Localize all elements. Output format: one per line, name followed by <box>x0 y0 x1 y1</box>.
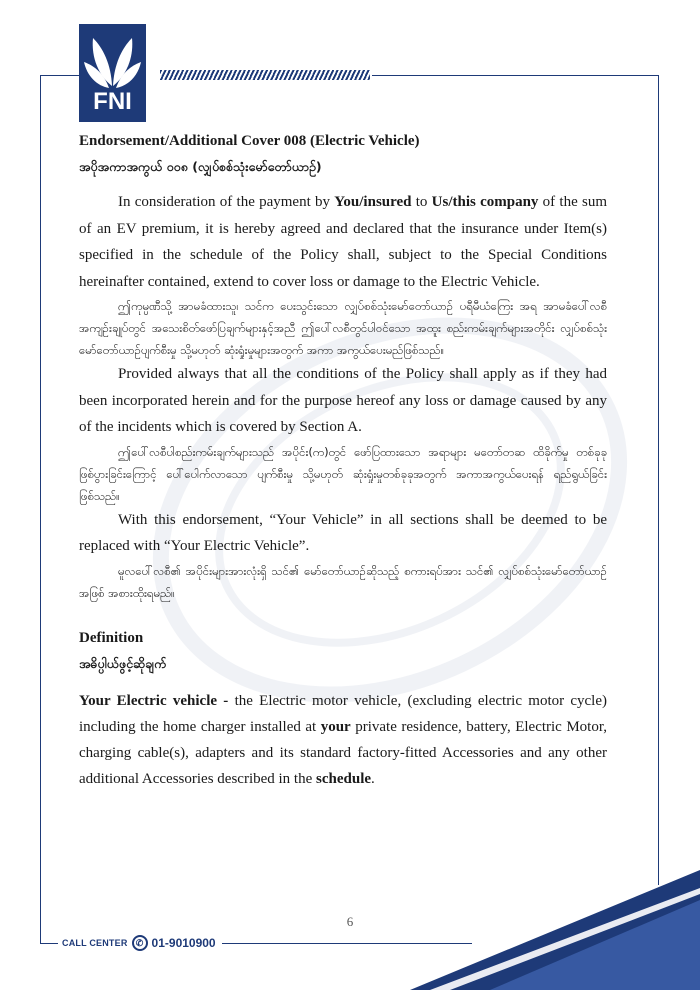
endorsement-title-my: အပိုအကာအကွယ် ၀၀၈ (လျှပ်စစ်သုံးမော်တော်ယာဉ်) <box>79 159 322 174</box>
frame-line <box>40 75 41 943</box>
text-run: the Electric motor vehicle, (excluding electric motor cycle) including the home charger installed at <box>79 692 608 735</box>
bold-term: You/insured <box>334 194 412 210</box>
document-body <box>79 129 607 792</box>
bold-term: your <box>320 718 351 735</box>
paragraph-endorsement-my: မူလပေါ်လစီ၏ အပိုင်းများအားလုံးရှိ သင်၏ မော်တော်ယာဉ်ဆိုသည့် စကားရပ်အား သင်၏ လျှပ်စစ်သုံးမော်တော်ယာဉ်အဖြစ် အစားထိုးရမည်။ <box>79 563 607 600</box>
definition-term: Your Electric vehicle - <box>79 692 229 709</box>
phone-icon: ✆ <box>132 935 148 951</box>
endorsement-title-en: Endorsement/Additional Cover 008 (Electric Vehicle) <box>79 133 420 149</box>
call-center-number[interactable]: 01-9010900 <box>151 936 216 950</box>
bold-term: schedule <box>316 770 372 787</box>
definition-body <box>79 688 607 792</box>
text-run: In consideration of the payment by <box>118 194 335 210</box>
page-number: 6 <box>346 914 354 929</box>
paragraph-endorsement: With this endorsement, “Your Vehicle” in all sections shall be deemed to be replaced with “Your Electric Vehicle”. <box>79 511 607 554</box>
bold-term: Us/this company <box>431 194 539 210</box>
definition-title-en: Definition <box>79 629 144 646</box>
paragraph-provided: Provided always that all the conditions of the Policy shall apply as if they had been incorporated herein and for the purpose hereof any loss or damage caused by any of the incidents which is covered by Section A. <box>79 366 607 435</box>
hatch-divider <box>160 70 370 80</box>
text-run: of the sum of an EV premium, it is hereby agreed and declared that the insurance under Item(s) specified in the schedule of the Policy shall, subject to the Special Conditions hereinafter contained, extend to cover loss or damage to the Electric Vehicle. <box>79 194 607 290</box>
frame-line <box>40 943 58 944</box>
text-run: private residence, battery, Electric Motor, charging cable(s), adapters and its standard factory-fitted Accessories and any other additional Accessories described in the <box>79 718 607 787</box>
frame-line <box>372 75 658 76</box>
frame-line <box>40 75 79 76</box>
call-center-label: CALL CENTER <box>62 938 128 948</box>
definition-title-my: အဓိပ္ပါယ်ဖွင့်ဆိုချက် <box>79 655 167 671</box>
text-run: . <box>371 770 375 787</box>
paragraph-provided-my: ဤပေါ်လစီပါစည်းကမ်းချက်များသည် အပိုင်း(က)တွင် ဖော်ပြထားသော အရာများ မတော်တဆ ထိခိုက်မှု တစ်ခုခုဖြစ်ပွားခြင်းကြောင့် ပေါ်ပေါက်လာသော ပျက်စီးမှု သို့မဟုတ် ဆုံးရှုံးမှုတစ်ခုခုအတွက် အကာအကွယ်ပေးရန် ရည်ရွယ်ခြင်းဖြစ်သည်။ <box>79 444 607 503</box>
company-logo <box>79 24 146 122</box>
frame-line <box>658 75 659 885</box>
call-center <box>62 934 216 952</box>
corner-decoration <box>370 870 700 990</box>
text-run: to <box>411 194 432 210</box>
paragraph-consideration <box>79 189 607 295</box>
paragraph-consideration-my: ဤကုမ္ပဏီသို့ အာမခံထားသူ၊ သင်က ပေးသွင်းသော လျှပ်စစ်သုံးမော်တော်ယာဉ် ပရီမီယံကြေး အရ အာမခံပေါ်လစီအကျဉ်းချုပ်တွင် အသေးစိတ်ဖော်ပြချက်များနှင့်အညီ ဤပေါ်လစီတွင်ပါဝင်သော အထူး စည်းကမ်းချက်များအတိုင်း လျှပ်စစ်သုံးမော်တော်ယာဉ်ပျက်စီးမှု သို့မဟုတ် ဆုံးရှုံးမှုများအတွက် အကာ အကွယ်ပေးမည်ဖြစ်သည်။ <box>79 299 607 357</box>
logo-text: FNI <box>93 88 132 115</box>
